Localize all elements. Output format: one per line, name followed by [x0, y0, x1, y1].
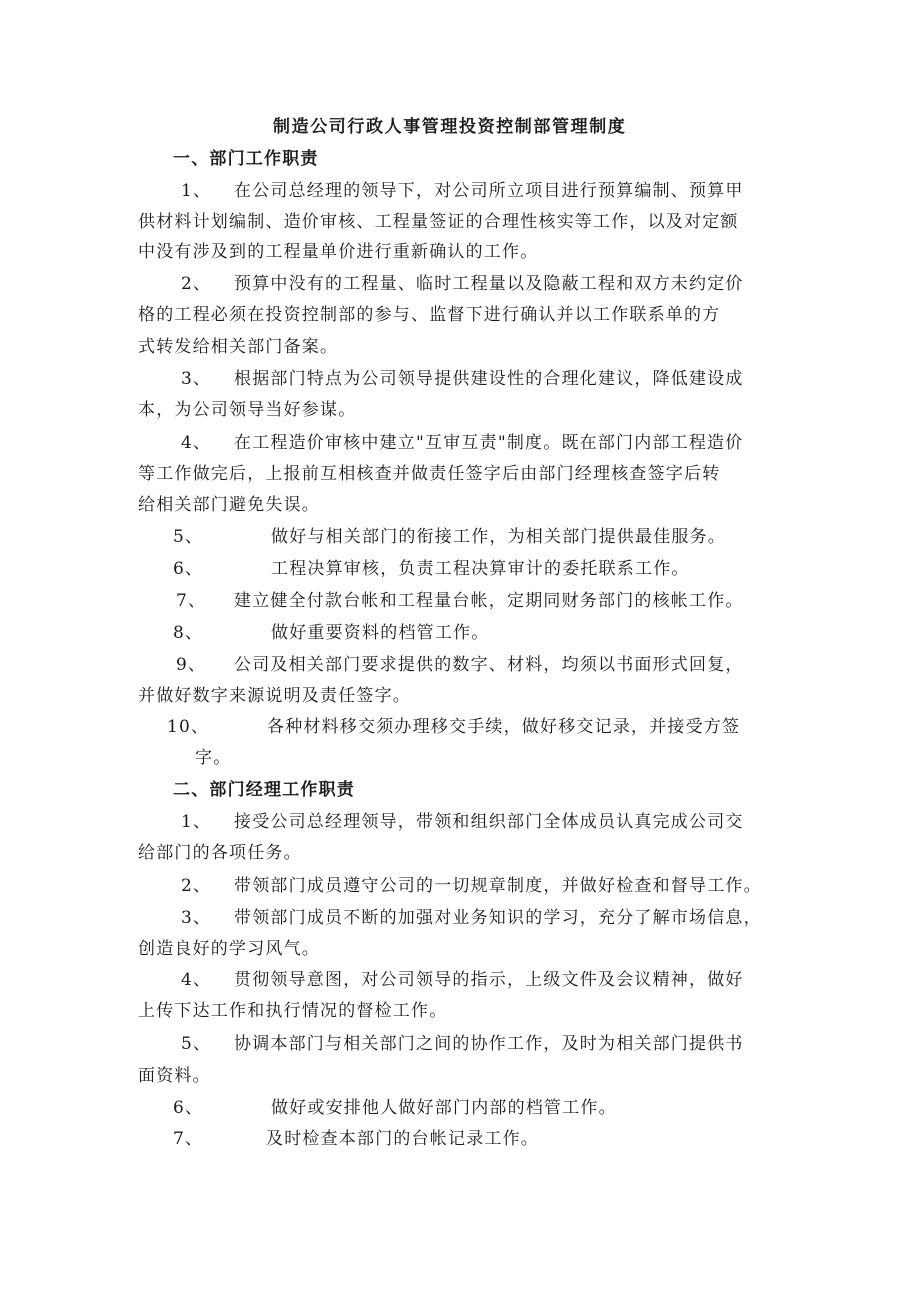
list-item-number: 7、 [173, 1129, 204, 1149]
list-item-number: 1、 [181, 812, 212, 832]
list-item-text: 带领部门成员遵守公司的一切规章制度，并做好检查和督导工作。 [234, 876, 762, 896]
list-item-text: 中没有涉及到的工程量单价进行重新确认的工作。 [138, 242, 539, 262]
list-item-text: 做好重要资料的档管工作。 [271, 623, 490, 643]
list-item-text: 及时检查本部门的台帐记录工作。 [266, 1129, 539, 1149]
list-item-text: 根据部门特点为公司领导提供建设性的合理化建议，降低建设成 [234, 369, 744, 389]
list-item-text: 供材料计划编制、造价审核、工程量签证的合理性核实等工作，以及对定额 [138, 212, 739, 232]
list-item-number: 6、 [173, 1098, 204, 1118]
list-item-text: 做好或安排他人做好部门内部的档管工作。 [271, 1098, 617, 1118]
list-item-text: 给部门的各项任务。 [138, 843, 302, 863]
list-item-text: 带领部门成员不断的加强对业务知识的学习，充分了解市场信息， [234, 908, 762, 928]
list-item-text: 贯彻领导意图，对公司领导的指示，上级文件及会议精神，做好 [234, 970, 744, 990]
list-item-text: 建立健全付款台帐和工程量台帐，定期同财务部门的核帐工作。 [234, 591, 744, 611]
list-item-number: 10、 [167, 717, 210, 737]
list-item-text: 公司及相关部门要求提供的数字、材料，均须以书面形式回复， [234, 655, 744, 675]
list-item-text: 上传下达工作和执行情况的督检工作。 [138, 1001, 448, 1021]
list-item-number: 4、 [181, 433, 212, 453]
list-item-text: 接受公司总经理领导，带领和组织部门全体成员认真完成公司交 [234, 812, 744, 832]
list-item-number: 1、 [181, 181, 212, 201]
list-item-text: 协调本部门与相关部门之间的协作工作，及时为相关部门提供书 [234, 1034, 744, 1054]
list-item-text: 并做好数字来源说明及责任签字。 [138, 686, 411, 706]
list-item-number: 9、 [176, 655, 207, 675]
page-title: 制造公司行政人事管理投资控制部管理制度 [273, 117, 627, 137]
list-item-text: 做好与相关部门的衔接工作，为相关部门提供最佳服务。 [271, 527, 726, 547]
section-heading-1: 一、部门工作职责 [173, 149, 319, 169]
list-item-number: 2、 [181, 274, 212, 294]
list-item-number: 4、 [181, 970, 212, 990]
section-heading-2: 二、部门经理工作职责 [173, 780, 355, 800]
list-item-number: 5、 [173, 527, 204, 547]
list-item-text: 预算中没有的工程量、临时工程量以及隐蔽工程和双方未约定价 [234, 274, 744, 294]
list-item-number: 6、 [173, 559, 204, 579]
list-item-text: 本，为公司领导当好参谋。 [138, 400, 357, 420]
list-item-text: 在工程造价审核中建立"互审互责"制度。既在部门内部工程造价 [234, 433, 744, 453]
list-item-text: 各种材料移交须办理移交手续，做好移交记录，并接受方签 [267, 717, 741, 737]
list-item-number: 7、 [176, 591, 207, 611]
list-item-text: 给相关部门避免失误。 [138, 495, 320, 515]
list-item-number: 3、 [181, 908, 212, 928]
list-item-text: 等工作做完后，上报前互相核查并做责任签字后由部门经理核查签字后转 [138, 464, 721, 484]
list-item-number: 8、 [173, 623, 204, 643]
list-item-text: 在公司总经理的领导下，对公司所立项目进行预算编制、预算甲 [234, 181, 744, 201]
list-item-number: 2、 [181, 876, 212, 896]
list-item-text: 字。 [195, 748, 232, 768]
list-item-text: 创造良好的学习风气。 [138, 939, 320, 959]
list-item-text: 格的工程必须在投资控制部的参与、监督下进行确认并以工作联系单的方 [138, 305, 721, 325]
list-item-text: 式转发给相关部门备案。 [138, 337, 339, 357]
list-item-text: 面资料。 [138, 1066, 211, 1086]
list-item-text: 工程决算审核，负责工程决算审计的委托联系工作。 [271, 559, 690, 579]
list-item-number: 5、 [181, 1034, 212, 1054]
list-item-number: 3、 [181, 369, 212, 389]
